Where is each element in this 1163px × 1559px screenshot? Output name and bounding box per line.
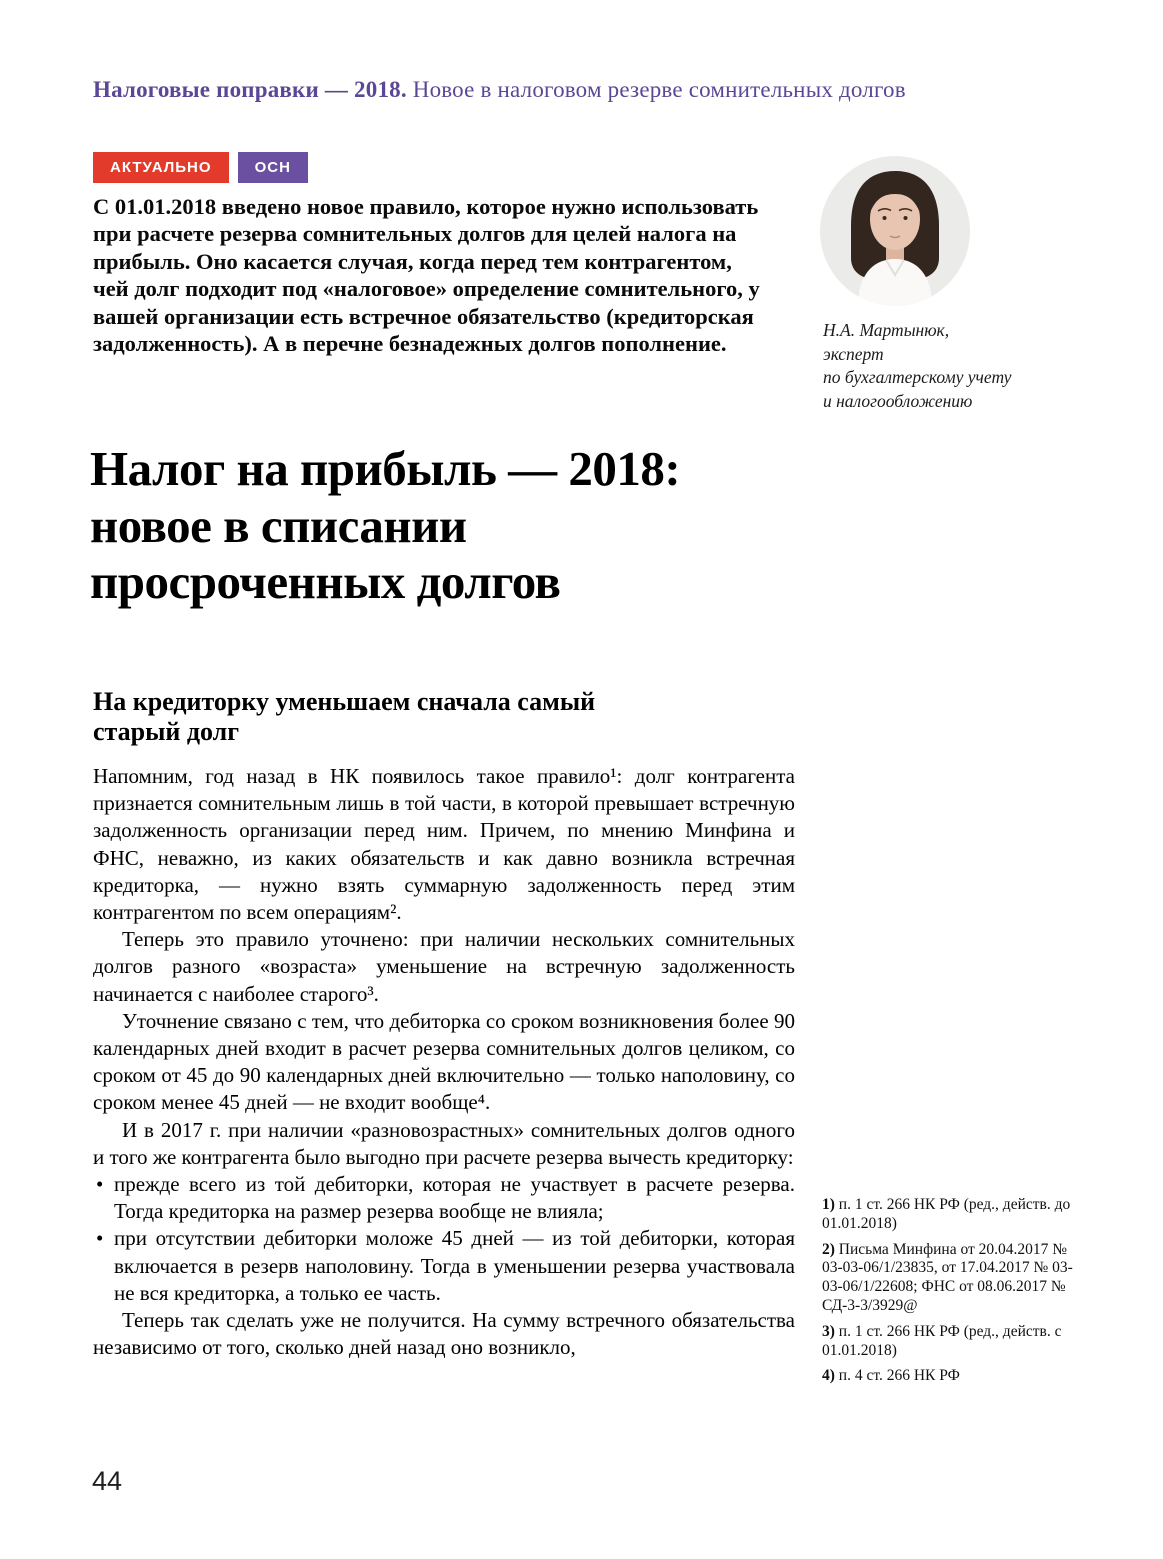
bullet-item: • при отсутствии дебиторки моложе 45 дней — из той дебиторки, которая включается в резерв наполовину. Тогда в уменьшении резерва участвовала не вся кредиторка, а только ее часть. xyxy=(93,1225,795,1307)
paragraph: Уточнение связано с тем, что дебиторка со сроком возникновения более 90 календарных дней входит в расчет резерва сомнительных долгов целиком, со сроком от 45 до 90 календарных дней включительно — только наполовину, со сроком менее 45 дней — не входит вообще⁴. xyxy=(93,1008,795,1115)
article-title: Налог на прибыль — 2018: новое в списании просроченных долгов xyxy=(90,441,681,609)
page-number: 44 xyxy=(92,1466,123,1496)
paragraph: Теперь это правило уточнено: при наличии нескольких сомнительных долгов разного «возраста» уменьшение на встречную задолженность начинается с наиболее старого³. xyxy=(93,927,795,1006)
running-head-subtitle: Новое в налоговом резерве сомнительных долгов xyxy=(406,77,906,102)
article-body xyxy=(93,687,795,1361)
footnote xyxy=(822,1241,1076,1316)
running-head xyxy=(93,76,906,104)
author-role-line2: по бухгалтерскому учету xyxy=(823,367,1012,387)
footnote-text: п. 1 ст. 266 НК РФ (ред., действ. с 01.01.2018) xyxy=(822,1322,1062,1359)
author-role: эксперт xyxy=(823,343,884,364)
section-heading: На кредиторку уменьшаем сначала самый старый долг xyxy=(93,687,596,746)
paragraph: Теперь так сделать уже не получится. На сумму встречного обязательства независимо от того, сколько дней назад оно возникло, xyxy=(93,1308,795,1360)
author-block xyxy=(820,156,1090,413)
bullet-list xyxy=(93,1171,795,1307)
footnote-marker: 1) xyxy=(822,1196,835,1213)
paragraph: Напомним, год назад в НК появилось такое правило¹: долг контрагента признается сомнительным лишь в той части, в которой превышает встречную задолженность организации перед ним. Причем, по мнению Минфина и ФНС, неважно, из каких обязательств и как давно возникла встречная кредиторка, — нужно взять суммарную задолженность перед этим контрагентом по всем операциям². xyxy=(93,764,795,925)
author-photo xyxy=(820,156,970,306)
footnote-marker: 3) xyxy=(822,1322,835,1340)
footnotes-column xyxy=(822,1196,1076,1393)
author-caption xyxy=(823,319,1090,413)
footnote xyxy=(822,1196,1076,1234)
badge-osn: ОСН xyxy=(238,152,308,183)
footnote-marker: 4) xyxy=(822,1367,835,1385)
footnote-text: п. 1 ст. 266 НК РФ (ред., действ. до 01.01.2018) xyxy=(822,1196,1071,1232)
footnote-text: п. 4 ст. 266 НК РФ xyxy=(838,1367,960,1385)
footnote xyxy=(822,1367,1076,1386)
author-role-line3: и налогообложению xyxy=(823,390,973,411)
running-head-section: Налоговые поправки — 2018. xyxy=(93,77,407,102)
badges-row xyxy=(93,152,308,183)
bullet-item: • прежде всего из той дебиторки, которая не участвует в расчете резерва. Тогда кредиторка на размер резерва вообще не влияла; xyxy=(93,1171,795,1225)
footnote-marker: 2) xyxy=(822,1240,835,1258)
lede-paragraph: С 01.01.2018 введено новое правило, которое нужно использовать при расчете резерва сомнительных долгов для целей налога на прибыль. Оно касается случая, когда перед тем контрагентом, чей долг подходит под «налоговое» определение сомнительного, у вашей организации есть встречное обязательство (кредиторская задолженность). А в перечне безнадежных долгов пополнение. xyxy=(93,194,760,357)
badge-actual: АКТУАЛЬНО xyxy=(93,152,229,183)
author-name: Н.А. Мартынюк, xyxy=(823,320,950,340)
footnote-text: Письма Минфина от 20.04.2017 № 03-03-06/1/23835, от 17.04.2017 № 03-03-06/1/22608; ФНС от 08.06.2017 № СД-3-3/3929@ xyxy=(822,1240,1073,1314)
footnote xyxy=(822,1323,1076,1361)
paragraph: И в 2017 г. при наличии «разновозрастных» сомнительных долгов одного и того же контрагента было выгодно при расчете резерва вычесть кредиторку: xyxy=(93,1117,795,1169)
